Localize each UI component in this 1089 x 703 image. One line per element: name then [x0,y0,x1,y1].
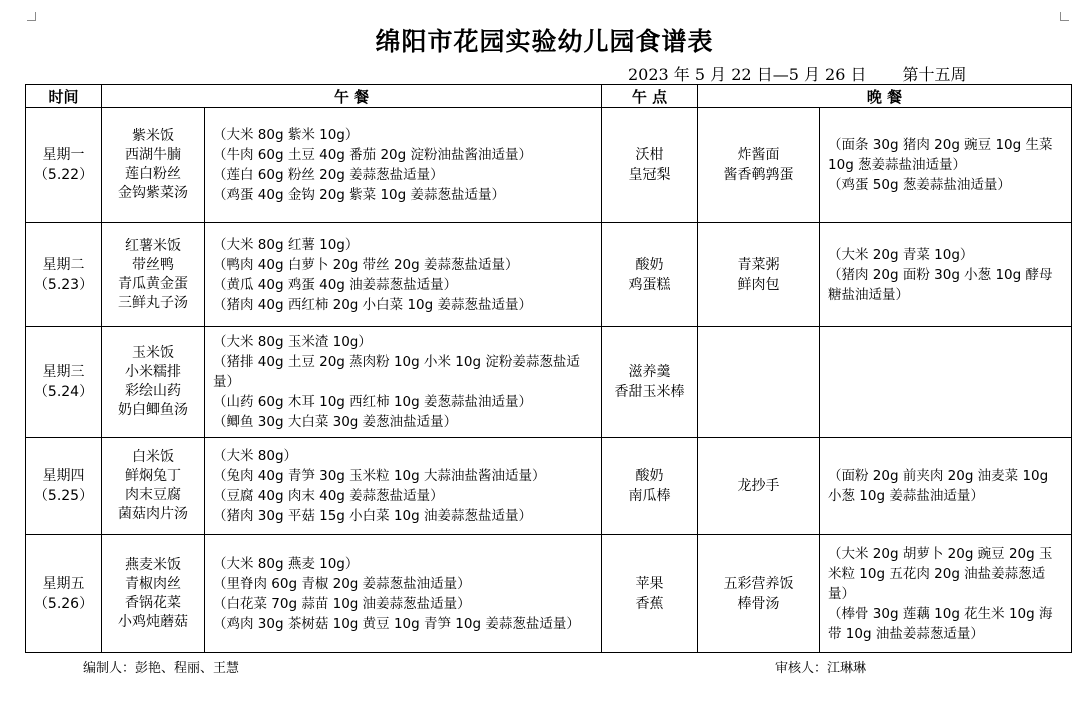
dinner-ingredient-line: （面粉 20g 前夹肉 20g 油麦菜 10g 小葱 10g 姜蒜盐油适量） [828,468,1049,504]
weekday-label: 星期五 [42,575,85,592]
dinner-ingredients-cell [820,327,1072,438]
snack-item: 滋养羹 [628,364,671,380]
snack-item: 鸡蛋糕 [628,276,671,293]
lunch-dishes-cell [102,438,205,535]
date-label: （5.23） [33,276,94,293]
lunch-ingredient-line: （猪排 40g 土豆 20g 蒸肉粉 10g 小米 10g 淀粉姜蒜葱盐适量） [213,354,580,390]
snack-item: 苹果 [635,575,664,592]
lunch-ingredient-line: （牛肉 60g 土豆 40g 番茄 20g 淀粉油盐酱油适量） [213,147,532,163]
day-cell [26,535,102,653]
dinner-ingredient-line: （面条 30g 猪肉 20g 豌豆 10g 生菜 10g 葱姜蒜盐油适量） [828,137,1053,173]
page-corner-mark [27,12,36,21]
compiler-line: 编制人：彭艳、程丽、王慧 [83,661,240,676]
snack-cell [602,108,698,223]
lunch-ingredient-line: （鸭肉 40g 白萝卜 20g 带丝 20g 姜蒜葱盐适量） [213,256,519,273]
lunch-dish: 红薯米饭 [125,237,181,254]
snack-item: 酸奶 [635,256,664,273]
date-range: 2023 年 5 月 22 日—5 月 26 日 [628,65,867,84]
dinner-ingredients-cell [820,108,1072,223]
lunch-ingredients-cell [205,108,602,223]
dinner-dishes-cell [698,327,820,438]
lunch-ingredient-line: （兔肉 40g 青笋 30g 玉米粒 10g 大蒜油盐酱油适量） [213,468,546,484]
snack-item: 香甜玉米棒 [614,384,685,400]
dinner-ingredient-line: （大米 20g 青菜 10g） [828,246,974,263]
header-time: 时间 [26,85,102,108]
dinner-dishes-cell [698,223,820,327]
lunch-ingredient-line: （大米 80g 燕麦 10g） [213,555,359,572]
lunch-ingredient-line: （猪肉 30g 平菇 15g 小白菜 10g 油姜蒜葱盐适量） [213,508,532,524]
date-label: （5.22） [33,167,94,183]
dinner-dish: 炸酱面 [737,147,780,163]
day-cell [26,327,102,438]
snack-cell [602,223,698,327]
snack-item: 皇冠梨 [628,167,671,183]
lunch-ingredient-line: （猪肉 40g 西红柿 20g 小白菜 10g 姜蒜葱盐适量） [213,296,532,313]
dinner-ingredient-line: （棒骨 30g 莲藕 10g 花生米 10g 海带 10g 油盐姜蒜葱适量） [828,605,1053,642]
lunch-dishes-cell [102,327,205,438]
dinner-ingredients-cell [820,535,1072,653]
snack-cell [602,438,698,535]
day-cell [26,108,102,223]
day-row [26,438,1072,535]
lunch-dish: 莲白粉丝 [125,166,181,182]
header-lunch: 午 餐 [102,85,602,108]
dinner-dish: 五彩营养饭 [723,575,794,592]
lunch-ingredient-line: （鸡肉 30g 茶树菇 10g 黄豆 10g 青笋 10g 姜蒜葱盐适量） [213,615,580,632]
dinner-ingredients-cell [820,223,1072,327]
lunch-dish: 带丝鸭 [132,256,174,273]
weekday-label: 星期一 [42,147,85,163]
menu-table [25,84,1072,653]
lunch-ingredient-line: （大米 80g） [213,448,298,464]
dinner-dishes-cell [698,108,820,223]
lunch-ingredient-line: （鸡蛋 40g 金钩 20g 紫菜 10g 姜蒜葱盐适量） [213,187,505,203]
reviewer-line: 审核人：江琳琳 [775,661,867,676]
lunch-dish: 燕麦米饭 [125,556,181,573]
lunch-ingredient-line: （豆腐 40g 肉末 40g 姜蒜葱盐适量） [213,488,444,504]
dinner-dish: 棒骨汤 [737,595,780,612]
lunch-dish: 玉米饭 [132,345,174,361]
snack-cell [602,535,698,653]
header-row [26,85,1072,108]
dinner-ingredient-line: （猪肉 20g 面粉 30g 小葱 10g 酵母糖盐油适量） [828,266,1053,303]
lunch-dish: 小米糯排 [125,364,181,380]
lunch-dishes-cell [102,223,205,327]
lunch-dish: 西湖牛腩 [125,147,181,163]
lunch-ingredient-line: （大米 80g 红薯 10g） [213,236,359,253]
lunch-ingredients-cell [205,535,602,653]
lunch-ingredients-cell [205,327,602,438]
lunch-ingredient-line: （黄瓜 40g 鸡蛋 40g 油姜蒜葱盐适量） [213,276,458,293]
lunch-ingredient-line: （大米 80g 紫米 10g） [213,127,359,143]
lunch-dish: 三鲜丸子汤 [118,294,188,311]
day-row [26,327,1072,438]
lunch-dish: 肉末豆腐 [125,487,181,503]
lunch-dishes-cell [102,535,205,653]
lunch-ingredient-line: （莲白 60g 粉丝 20g 姜蒜葱盐适量） [213,167,444,183]
day-row [26,535,1072,653]
snack-item: 香蕉 [635,595,664,612]
lunch-dish: 菌菇肉片汤 [118,506,188,522]
dinner-dish: 龙抄手 [737,478,780,494]
snack-item: 南瓜棒 [628,488,671,504]
dinner-dish: 酱香鹌鹑蛋 [723,167,794,183]
dinner-dishes-cell [698,438,820,535]
dinner-dish: 青菜粥 [737,256,780,273]
lunch-ingredient-line: （鲫鱼 30g 大白菜 30g 姜葱油盐适量） [213,414,458,430]
snack-cell [602,327,698,438]
lunch-ingredient-line: （白花菜 70g 蒜苗 10g 油姜蒜葱盐适量） [213,595,471,612]
snack-item: 酸奶 [635,468,664,484]
lunch-dish: 青椒肉丝 [125,575,181,592]
lunch-ingredient-line: （大米 80g 玉米渣 10g） [213,334,372,350]
lunch-ingredients-cell [205,223,602,327]
dinner-ingredient-line: （鸡蛋 50g 葱姜蒜盐油适量） [828,177,1011,193]
weekday-label: 星期二 [42,256,85,273]
page-corner-mark [1060,12,1069,21]
page-title: 绵阳市花园实验幼儿园食谱表 [375,27,714,56]
lunch-dish: 紫米饭 [132,128,174,144]
lunch-dish: 小鸡炖蘑菇 [118,613,188,630]
lunch-dish: 香锅花菜 [125,594,181,611]
header-snack: 午 点 [602,85,698,108]
dinner-dish: 鲜肉包 [737,276,780,293]
week-label: 第十五周 [902,65,967,84]
dinner-dishes-cell [698,535,820,653]
date-label: （5.24） [33,384,94,400]
date-label: （5.26） [33,595,94,612]
header-dinner: 晚 餐 [698,85,1072,108]
weekday-label: 星期三 [42,364,85,380]
lunch-dish: 金钩紫菜汤 [118,185,188,201]
snack-item: 沃柑 [635,147,664,163]
weekday-label: 星期四 [42,468,85,484]
dinner-ingredients-cell [820,438,1072,535]
lunch-ingredient-line: （里脊肉 60g 青椒 20g 姜蒜葱盐油适量） [213,575,471,592]
date-label: （5.25） [33,488,94,504]
lunch-dish: 鲜焖兔丁 [125,468,181,484]
lunch-ingredient-line: （山药 60g 木耳 10g 西红柿 10g 姜葱蒜盐油适量） [213,394,532,410]
lunch-dish: 青瓜黄金蛋 [118,275,188,292]
day-cell [26,223,102,327]
lunch-dish: 奶白鲫鱼汤 [118,402,188,418]
date-line [628,62,967,85]
dinner-ingredient-line: （大米 20g 胡萝卜 20g 豌豆 20g 玉米粒 10g 五花肉 20g 油盐姜蒜葱适量） [828,545,1053,602]
day-row [26,108,1072,223]
day-cell [26,438,102,535]
day-row [26,223,1072,327]
lunch-ingredients-cell [205,438,602,535]
lunch-dish: 白米饭 [132,449,174,465]
lunch-dishes-cell [102,108,205,223]
lunch-dish: 彩绘山药 [125,383,181,399]
